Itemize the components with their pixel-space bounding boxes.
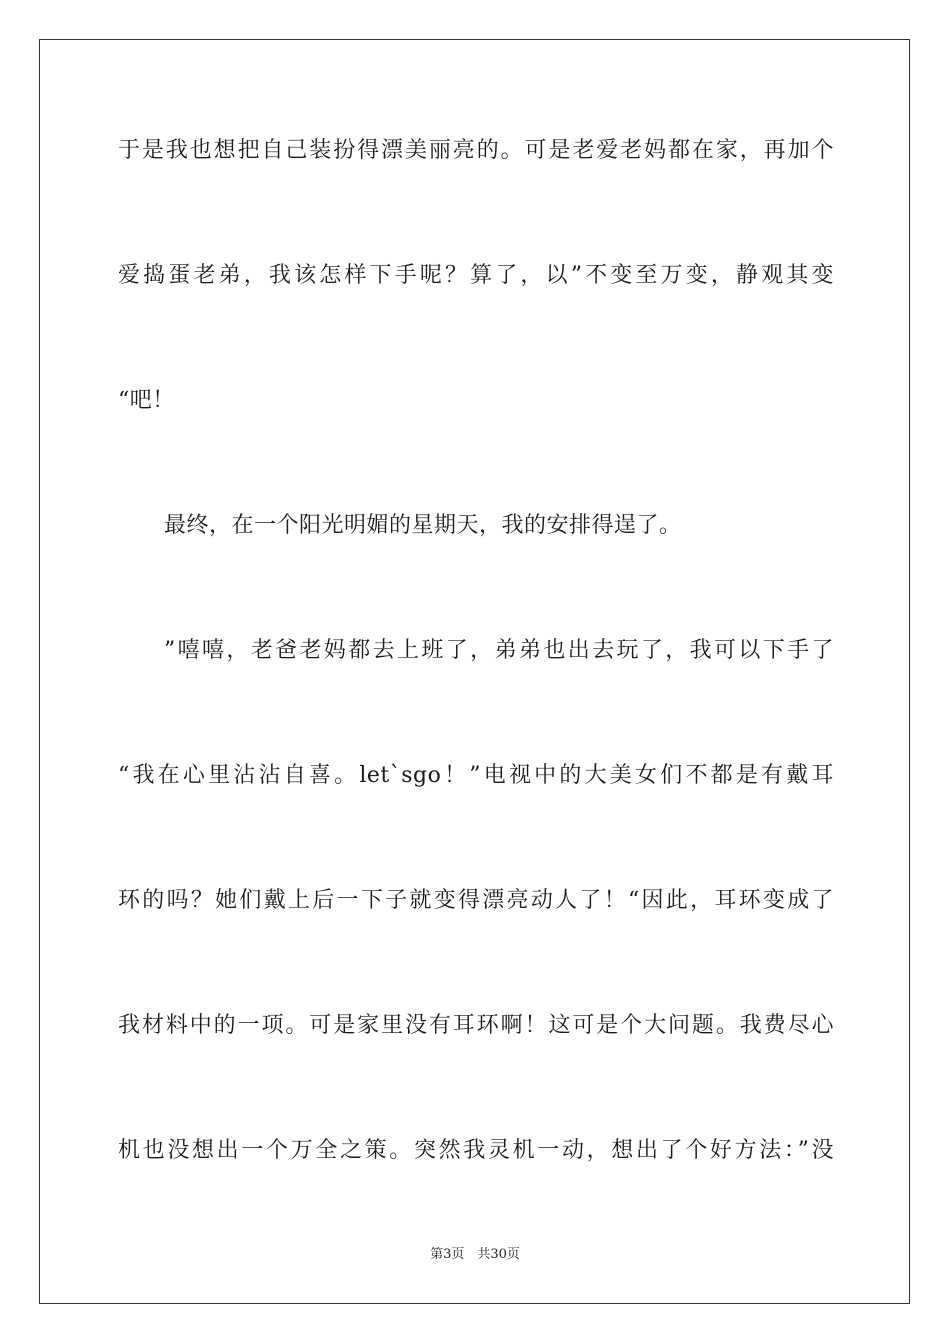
text-line-6: “我在心里沾沾自喜。let`sgo！”电视中的大美女们不都是有戴耳 — [118, 763, 834, 788]
text-line-7: 环的吗？她们戴上后一下子就变得漂亮动人了！“因此，耳环变成了 — [118, 888, 834, 913]
text-line-4: 最终，在一个阳光明媚的星期天，我的安排得逞了。 — [164, 513, 682, 538]
text-line-8: 我材料中的一项。可是家里没有耳环啊！这可是个大问题。我费尽心 — [118, 1013, 834, 1038]
text-line-9: 机也没想出一个万全之策。突然我灵机一动，想出了个好方法：”没 — [118, 1138, 834, 1163]
text-line-3: “吧！ — [118, 388, 175, 413]
text-line-2: 爱捣蛋老弟，我该怎样下手呢？算了，以”不变至万变，静观其变 — [118, 263, 834, 288]
page-number-footer: 第3页 共30页 — [430, 1247, 520, 1262]
text-line-1: 于是我也想把自己装扮得漂美丽亮的。可是老爱老妈都在家，再加个 — [118, 138, 834, 163]
page-border — [39, 39, 910, 1304]
text-line-5: ”嘻嘻，老爸老妈都去上班了，弟弟也出去玩了，我可以下手了 — [164, 638, 834, 663]
